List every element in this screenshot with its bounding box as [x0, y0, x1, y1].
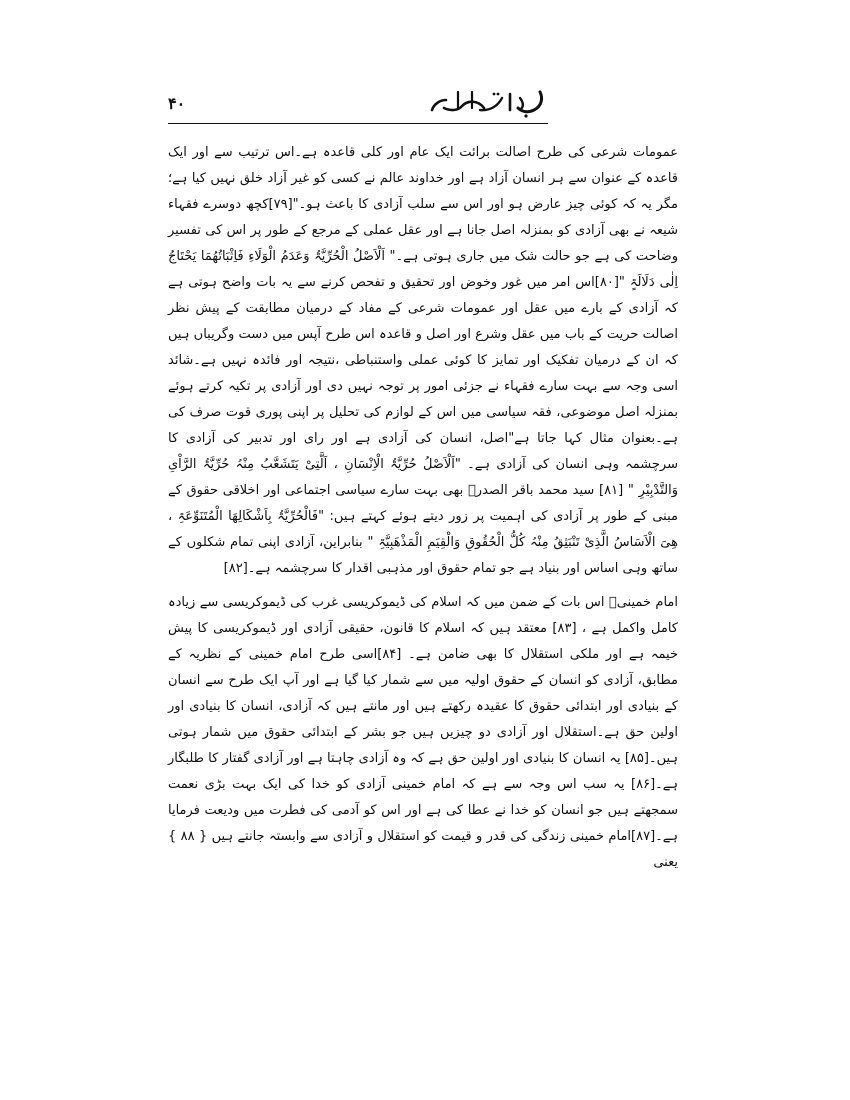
page-number: ۴۰: [168, 94, 186, 113]
header-divider: [168, 123, 548, 124]
body-text: [168, 140, 678, 876]
rah-e-islam-logo: [428, 86, 548, 120]
paragraph-2: امام خمینیؒ اس بات کے ضمن میں کہ اسلام کی ڈیموکریسی غرب کی ڈیموکریسی سے زیادہ کامل واکمل ہے ، [۸۳] معتقد ہیں کہ اسلام کا قانون، حقیقی آزادی اور ڈیموکریسی کا پیش خیمہ ہے اور ملکی استقلال کا بھی ضامن ہے۔ [۸۴]اسی طرح امام خمینی کے نظریہ کے مطابق، آزادی کو انسان کے حقوق اولیہ میں سے شمار کیا گیا ہے اور آپ ایک طرح سے انسان کے بنیادی اور ابتدائی حقوق کا عقیدہ رکھتے ہیں اور مانتے ہیں کہ آزادی، انسان کا بنیادی اور اولین حق ہے۔استقلال اور آزادی دو چیزیں ہیں جو بشر کے ابتدائی حقوق میں شمار ہوتی ہیں۔[۸۵] یہ انسان کا بنیادی اور اولین حق ہے کہ وہ آزادی چاہتا ہے اور آزادی گفتار کا طلبگار ہے۔[۸۶] یہ سب اس وجہ سے ہے کہ امام خمینی آزادی کو خدا کی ایک بہت بڑی نعمت سمجھتے ہیں جو انسان کو خدا نے عطا کی ہے اور اس کو آدمی کی فطرت میں ودیعت فرمایا ہے۔[۸۷]امام خمینی زندگی کی قدر و قیمت کو استقلال و آزادی سے وابستہ جانتے ہیں { ۸۸ } یعنی: [168, 595, 678, 870]
calligraphy-logo-icon: [428, 86, 548, 120]
page-header: [168, 86, 548, 126]
paragraph-1: عمومات شرعی کی طرح اصالت برائت ایک عام اور کلی قاعدہ ہے۔اس ترتیب سے اور ایک قاعدہ کے عنوان سے ہر انسان آزاد ہے اور خداوند عالم نے کسی کو غیر آزاد خلق نہیں کیا ہے؛مگر یہ کہ کوئی چیز عارض ہو اور اس سے سلب آزادی کا باعث ہو۔"[۷۹]کچھ دوسرے فقہاء شیعہ نے بھی آزادی کو بمنزلہ اصل جانا ہے اور عقل عملی کے مرجع کے طور پر اس کی تفسیر وضاحت کی ہے جو حالت شک میں جاری ہوتی ہے۔" اَلْاَصْلُ الْحُرِّیَّۃُ وَعَدَمُ الْوَلَاءِ فَاِثْبَاتُھُمَا یَحْتَاجُ اِلٰی دَلَالَۃٍ "[۸۰]اس امر میں غور وخوض اور تحقیق و تفحص کرنے سے یہ بات واضح ہوتی ہے کہ آزادی کے بارے میں عقل اور عمومات شرعی کے مفاد کے درمیان مطابقت کے پیش نظر اصالت حریت کے باب میں عقل وشرع اور اصل و قاعدہ اس طرح آپس میں دست وگریباں ہیں کہ ان کے درمیان تفکیک اور تمایز کا کوئی عملی واستنباطی ،نتیجہ اور فائدہ نہیں ہے۔شائد اسی وجہ سے بہت سارے فقہاء نے جزئی امور پر توجہ نہیں دی اور آزادی پر تکیہ کرتے ہوئے بمنزلہ اصل موضوعی، فقہ سیاسی میں اس کے لوازم کی تحلیل پر اپنی پوری قوت صرف کی ہے۔بعنوان مثال کہا جاتا ہے"اصل، انسان کی آزادی ہے اور رای اور تدبیر کی آزادی کا سرچشمہ وہی انسان کی آزادی ہے۔ "اَلْاَصْلُ حُرِّیَّۃُ الْاِنْسَانِ ، اَلَّتِیْ یَتَشَعَّبُ مِنْہُ حُرِّیَّۃُ الرَّاْیِ وَالتَّدْبِیْرِ " [۸۱] سید محمد باقر الصدرؒ بھی بہت سارے سیاسی اجتماعی اور اخلاقی حقوق کے مبنی کے طور پر آزادی کی اہمیت پر زور دیتے ہوئے کہتے ہیں: "فَالْحُرِّیَّۃُ بِاَشْکَالِھَا الْمُتَنَوِّعَۃِ ، ھِیَ الْاَسَاسُ الَّذِیْ تَنْبَثِقُ مِنْہُ کُلُّ الْحُقُوقِ وَالْقِیَمِ الْمَذْھَبِیَّۃِ " بنابراین، آزادی اپنی تمام شکلوں کے ساتھ وہی اساس اور بنیاد ہے جو تمام حقوق اور مذہبی اقدار کا سرچشمہ ہے۔[۸۲]: [168, 145, 678, 576]
